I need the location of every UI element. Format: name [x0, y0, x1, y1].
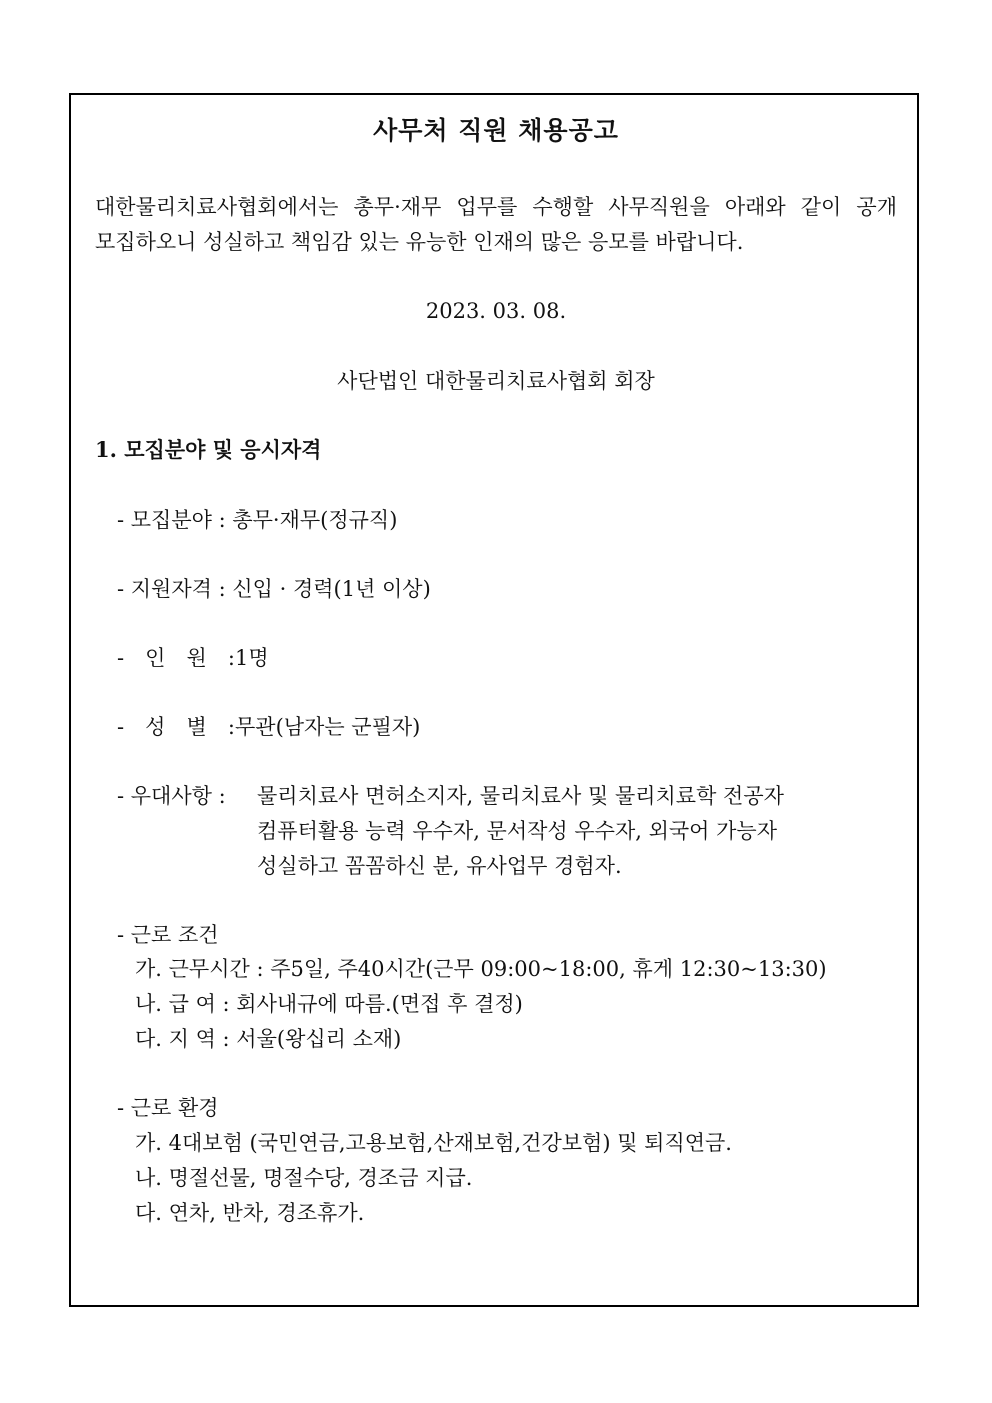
- preference-line-3: 성실하고 꼼꼼하신 분, 유사업무 경험자.: [257, 854, 622, 878]
- issuer: 사단법인 대한물리치료사협회 회장: [337, 369, 655, 393]
- qualification: - 지원자격 : 신입 · 경력(1년 이상): [117, 577, 431, 601]
- preference-line-2: 컴퓨터활용 능력 우수자, 문서작성 우수자, 외국어 가능자: [257, 819, 777, 843]
- preference-label: - 우대사항 :: [117, 784, 226, 808]
- intro-line-2: 모집하오니 성실하고 책임감 있는 유능한 인재의 많은 응모를 바랍니다.: [95, 230, 744, 254]
- headcount-value: 1명: [235, 646, 269, 670]
- gender-row: [117, 712, 420, 742]
- environment-benefits: 나. 명절선물, 명절수당, 경조금 지급.: [135, 1166, 473, 1190]
- condition-salary: 나. 급 여 : 회사내규에 따름.(면접 후 결정): [135, 992, 523, 1016]
- intro-line-1: 대한물리치료사협회에서는 총무·재무 업무를 수행할 사무직원을 아래와 같이 공개: [95, 195, 897, 219]
- page-title: 사무처 직원 채용공고: [373, 116, 619, 145]
- headcount-label: - 인 원 :: [117, 646, 235, 670]
- environment-leave: 다. 연차, 반차, 경조휴가.: [135, 1201, 365, 1225]
- recruit-field: - 모집분야 : 총무·재무(정규직): [117, 508, 398, 532]
- conditions-heading: - 근로 조건: [117, 923, 219, 947]
- gender-label: - 성 별 :: [117, 715, 235, 739]
- environment-heading: - 근로 환경: [117, 1096, 219, 1120]
- headcount-row: [117, 643, 269, 673]
- environment-insurance: 가. 4대보험 (국민연금,고용보험,산재보험,건강보험) 및 퇴직연금.: [135, 1131, 732, 1155]
- condition-hours: 가. 근무시간 : 주5일, 주40시간(근무 09:00~18:00, 휴게 12:30~13:30): [135, 957, 827, 981]
- document-border: [69, 93, 919, 1307]
- condition-location: 다. 지 역 : 서울(왕십리 소재): [135, 1027, 402, 1051]
- section-heading: 1. 모집분야 및 응시자격: [95, 437, 322, 462]
- announcement-date: 2023. 03. 08.: [425, 299, 567, 323]
- preference-line-1: 물리치료사 면허소지자, 물리치료사 및 물리치료학 전공자: [257, 784, 784, 808]
- gender-value: 무관(남자는 군필자): [235, 715, 421, 739]
